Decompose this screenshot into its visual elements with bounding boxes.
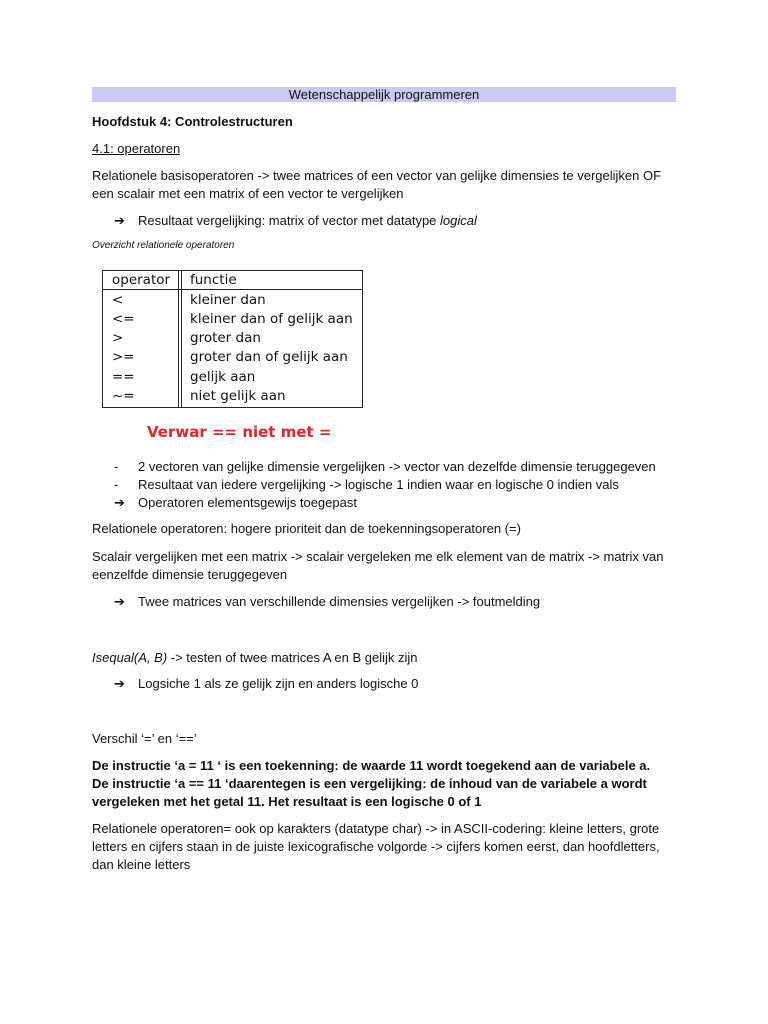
- table-cell-function: niet gelijk aan: [190, 388, 286, 404]
- table-divider: [178, 271, 179, 407]
- table-cell-operator: ~=: [112, 388, 135, 404]
- intro-line-1: Relationele basisoperatoren -> twee matrices of een vector van gelijke dimensies te vergelijken OF: [92, 168, 662, 183]
- difference-title: Verschil ‘=’ en ‘==’: [92, 731, 197, 746]
- arrow-right-icon: ➔: [114, 495, 125, 510]
- arrow-right-icon: ➔: [114, 594, 125, 609]
- bullet-item: [114, 459, 656, 474]
- table-cell-function: groter dan: [190, 330, 261, 346]
- result-arrow-text: Resultaat vergelijking: matrix of vector met datatype: [138, 213, 441, 228]
- table-cell-operator: >: [112, 330, 124, 346]
- arrow-right-icon: ➔: [114, 676, 125, 691]
- bullet-arrow-item: [114, 495, 357, 511]
- chars-line-1: Relationele operatoren= ook op karakters (datatype char) -> in ASCII-codering: kleine letters, grote: [92, 821, 660, 836]
- chapter-title: Hoofdstuk 4: Controlestructuren: [92, 114, 293, 129]
- isequal-description: -> testen of twee matrices A en B gelijk zijn: [167, 650, 418, 665]
- difference-line-2: De instructie ‘a == 11 ‘daarentegen is een vergelijking: de inhoud van de variabele a wordt: [92, 776, 647, 791]
- table-caption: Overzicht relationele operatoren: [92, 240, 235, 251]
- table-header-operator: operator: [112, 272, 171, 288]
- isequal-function: Isequal(A, B): [92, 650, 168, 665]
- intro-line-2: een scalair met een matrix of een vector te vergelijken: [92, 186, 404, 201]
- scalar-arrow-text: Twee matrices van verschillende dimensies vergelijken -> foutmelding: [138, 594, 541, 609]
- difference-line-1: De instructie ‘a = 11 ‘ is een toekenning: de waarde 11 wordt toegekend aan de variabele a.: [92, 758, 651, 773]
- document-title: Wetenschappelijk programmeren: [288, 87, 480, 102]
- section-title: 4.1: operatoren: [92, 141, 181, 156]
- table-cell-operator: <: [112, 292, 124, 308]
- table-header-rule: [103, 289, 362, 290]
- bullet-item: [114, 477, 619, 492]
- table-cell-operator: ==: [112, 369, 135, 385]
- scalar-line-2: eenzelfde dimensie teruggegeven: [92, 567, 288, 582]
- chars-line-3: dan kleine letters: [92, 857, 191, 872]
- isequal-line: [92, 650, 418, 665]
- table-cell-function: kleiner dan: [190, 292, 266, 308]
- table-cell-operator: <=: [112, 311, 135, 327]
- table-divider: [181, 271, 182, 407]
- bullet-arrow-text: Operatoren elementsgewijs toegepast: [138, 495, 357, 510]
- document-header: [92, 87, 676, 102]
- table-cell-operator: >=: [112, 349, 135, 365]
- dash-bullet-icon: -: [114, 459, 119, 474]
- isequal-arrow-text: Logsiche 1 als ze gelijk zijn en anders logische 0: [138, 676, 419, 691]
- table-cell-function: gelijk aan: [190, 369, 256, 385]
- result-arrow-italic: logical: [440, 213, 477, 228]
- priority-text: Relationele operatoren: hogere prioriteit dan de toekenningsoperatoren (=): [92, 521, 521, 536]
- isequal-arrow-item: [114, 676, 418, 692]
- difference-line-3: vergeleken met het getal 11. Het resultaat is een logische 0 of 1: [92, 794, 482, 809]
- scalar-arrow-item: [114, 594, 540, 610]
- result-arrow-item: [114, 213, 477, 229]
- scalar-line-1: Scalair vergelijken met een matrix -> scalair vergeleken me elk element van de matrix -> matrix van: [92, 549, 664, 564]
- arrow-right-icon: ➔: [114, 213, 125, 228]
- table-cell-function: groter dan of gelijk aan: [190, 349, 348, 365]
- bullet-text: Resultaat van iedere vergelijking -> logische 1 indien waar en logische 0 indien vals: [138, 477, 619, 492]
- dash-bullet-icon: -: [114, 477, 119, 492]
- operator-table: [102, 270, 363, 408]
- table-cell-function: kleiner dan of gelijk aan: [190, 311, 353, 327]
- chars-line-2: letters en cijfers staan in de juiste lexicografische volgorde -> cijfers komen eerst, dan hoofdletters,: [92, 839, 660, 854]
- bullet-text: 2 vectoren van gelijke dimensie vergelijken -> vector van dezelfde dimensie teruggegeven: [138, 459, 656, 474]
- table-header-function: functie: [190, 272, 237, 288]
- warning-text: Verwar == niet met =: [147, 423, 332, 441]
